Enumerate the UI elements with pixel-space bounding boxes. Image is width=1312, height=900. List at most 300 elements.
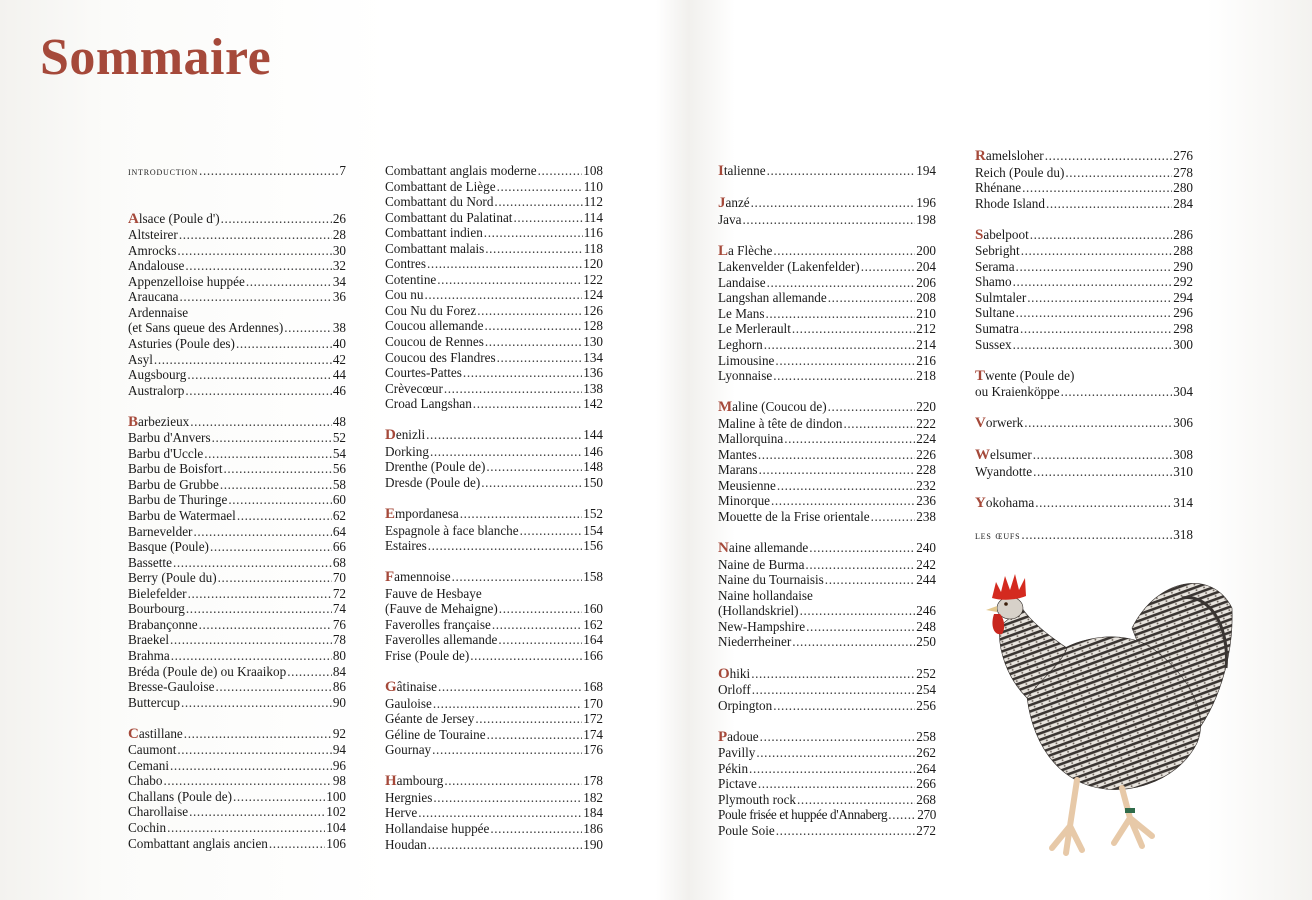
leader-dots <box>871 509 916 525</box>
toc-entry-basque-poule[interactable] <box>128 539 346 555</box>
toc-entry-title <box>975 337 1012 353</box>
toc-entry-title <box>385 210 512 226</box>
toc-entry-bresse-gauloise[interactable] <box>128 679 346 695</box>
toc-entry-ramelsloher[interactable] <box>975 148 1193 165</box>
toc-entry-coucou-de-rennes[interactable] <box>385 334 603 350</box>
toc-entry-maline-coucou-de[interactable] <box>718 399 936 416</box>
toc-entry-sussex[interactable] <box>975 337 1193 353</box>
toc-entry-geante-de-jersey[interactable] <box>385 711 603 727</box>
toc-entry-bourbourg[interactable] <box>128 601 346 617</box>
toc-entry-text: Barbu de Grubbe <box>128 476 219 492</box>
toc-entry-text: Courtes-Pattes <box>385 365 462 381</box>
toc-entry-title <box>385 163 537 179</box>
toc-entry-text: Frise (Poule de) <box>385 647 470 663</box>
toc-entry-vorwerk[interactable] <box>975 415 1193 432</box>
leader-dots <box>170 632 332 648</box>
toc-entry-title <box>385 303 476 319</box>
toc-entry-ou-kraienkoppe[interactable] <box>975 384 1193 400</box>
section-letter: W <box>975 447 990 464</box>
toc-entry-leghorn[interactable] <box>718 337 936 353</box>
toc-entry-text: Appenzelloise huppée <box>128 273 245 289</box>
toc-entry-breda-poule-de-ou-kraaikop[interactable] <box>128 664 346 680</box>
toc-entry-janze[interactable] <box>718 195 936 212</box>
section-letter: S <box>975 226 984 243</box>
page-number: 42 <box>332 351 346 367</box>
toc-entry-houdan[interactable] <box>385 837 603 853</box>
page-title: Sommaire <box>40 29 272 86</box>
section-letter: R <box>975 148 986 164</box>
toc-entry-coucou-allemande[interactable] <box>385 318 603 334</box>
toc-entry-shamo[interactable] <box>975 274 1193 290</box>
toc-entry-hollandaise-huppee[interactable] <box>385 821 603 837</box>
page-number: 298 <box>1173 321 1193 337</box>
toc-entry-text: Caumont <box>128 742 177 758</box>
toc-entry-fauve-de-mehaigne[interactable] <box>385 601 603 617</box>
toc-entry-barnevelder[interactable] <box>128 524 346 540</box>
toc-entry-asyl[interactable] <box>128 352 346 368</box>
toc-entry-sulmtaler[interactable] <box>975 290 1193 306</box>
toc-entry-combattant-du-nord[interactable] <box>385 194 603 210</box>
toc-entry-orpington[interactable] <box>718 698 936 714</box>
toc-entry-title <box>385 805 417 821</box>
toc-entry-altsteirer[interactable] <box>128 227 346 243</box>
toc-entry-herve[interactable] <box>385 805 603 821</box>
page-number: 32 <box>332 258 346 274</box>
toc-entry-barbu-de-grubbe[interactable] <box>128 477 346 493</box>
toc-entry-caumont[interactable] <box>128 742 346 758</box>
toc-entry-text: Orloff <box>718 682 751 698</box>
toc-entry-andalouse[interactable] <box>128 258 346 274</box>
page-number: 110 <box>583 178 603 194</box>
spacer <box>975 211 1193 227</box>
leader-dots <box>218 570 332 586</box>
toc-entry-denizli[interactable] <box>385 427 603 444</box>
toc-entry-title <box>128 320 283 336</box>
toc-entry-title <box>385 821 489 837</box>
toc-entry-charollaise[interactable] <box>128 804 346 820</box>
toc-entry-barbu-de-watermael[interactable] <box>128 508 346 524</box>
leader-dots <box>170 758 332 774</box>
leader-dots <box>792 321 915 337</box>
toc-entry-crevec-ur[interactable] <box>385 381 603 397</box>
toc-entry-barbu-de-boisfort[interactable] <box>128 461 346 477</box>
page-number: 216 <box>916 352 936 368</box>
toc-entry-text: Pékin <box>718 760 749 776</box>
toc-entry-croad-langshan[interactable] <box>385 396 603 412</box>
toc-entry-cemani[interactable] <box>128 758 346 774</box>
toc-entry-combattant-anglais-ancien[interactable] <box>128 836 346 852</box>
toc-entry-langshan-allemande[interactable] <box>718 290 936 306</box>
toc-entry-pekin[interactable] <box>718 761 936 777</box>
toc-entry-berry-poule-du[interactable] <box>128 570 346 586</box>
toc-entry-title <box>718 353 774 369</box>
toc-entry-gatinaise[interactable] <box>385 679 603 696</box>
toc-entry-geline-de-touraine[interactable] <box>385 727 603 743</box>
toc-entry-la-fleche[interactable] <box>718 243 936 260</box>
leader-dots <box>776 823 915 839</box>
toc-entry-italienne[interactable] <box>718 163 936 180</box>
page-number: 178 <box>583 773 603 789</box>
page-number: 166 <box>583 647 603 663</box>
toc-entry-text: anzé <box>725 195 750 211</box>
toc-entry-text: Araucana <box>128 289 179 305</box>
toc-entry-text: âtinaise <box>396 679 437 695</box>
toc-entry-lyonnaise[interactable] <box>718 368 936 384</box>
toc-entry-poule-frisee-et-huppee-d-annaberg[interactable] <box>718 807 936 823</box>
toc-entry-text: Ardennaise <box>128 304 189 320</box>
toc-entry-text: talienne <box>723 163 766 178</box>
leader-dots <box>173 555 332 571</box>
toc-entry-combattant-de-liege[interactable] <box>385 179 603 195</box>
toc-entry-frise-poule-de[interactable] <box>385 648 603 664</box>
toc-entry-castillane[interactable] <box>128 726 346 743</box>
toc-entry-text: Berry (Poule du) <box>128 570 217 586</box>
toc-entry-title <box>975 196 1045 212</box>
toc-entry-combattant-anglais-moderne[interactable] <box>385 163 603 179</box>
page-number: 254 <box>916 682 936 698</box>
page-number: 58 <box>332 476 346 492</box>
toc-entry-barbu-de-thuringe[interactable] <box>128 492 346 508</box>
toc-entry-estaires[interactable] <box>385 538 603 554</box>
toc-entry-wyandotte[interactable] <box>975 464 1193 480</box>
toc-entry-text: Bourbourg <box>128 601 185 617</box>
toc-entry-serama[interactable] <box>975 259 1193 275</box>
toc-entry-text: les œufs <box>975 528 1021 543</box>
leader-dots <box>861 259 916 275</box>
leader-dots <box>1020 321 1172 337</box>
page-number: 118 <box>583 240 603 256</box>
spacer <box>128 398 346 414</box>
toc-entry-text: Asturies (Poule des) <box>128 336 235 352</box>
toc-entry-text: Combattant anglais ancien <box>128 835 268 851</box>
toc-entry-text: Java <box>718 211 742 227</box>
toc-entry-yokohama[interactable] <box>975 495 1193 512</box>
toc-entry-combattant-indien[interactable] <box>385 225 603 241</box>
toc-entry-orloff[interactable] <box>718 682 936 698</box>
leader-dots <box>497 179 583 195</box>
toc-entry-line <box>385 586 603 602</box>
toc-entry-brabanconne[interactable] <box>128 617 346 633</box>
toc-entry-title <box>385 241 484 257</box>
toc-entry-title <box>128 383 184 399</box>
page-number: 198 <box>916 211 936 227</box>
toc-entry-drenthe-poule-de[interactable] <box>385 459 603 475</box>
spacer <box>385 554 603 570</box>
toc-entry-title <box>718 368 772 384</box>
toc-entry-chabo[interactable] <box>128 773 346 789</box>
page-number: 152 <box>583 506 603 522</box>
toc-entry-title <box>385 679 437 696</box>
leader-dots <box>154 352 332 368</box>
leader-dots <box>426 427 582 443</box>
toc-entry-text: Cotentine <box>385 271 437 287</box>
leader-dots <box>1035 495 1172 511</box>
toc-entry-title <box>128 789 232 805</box>
toc-entry-padoue[interactable] <box>718 729 936 746</box>
page-number: 108 <box>583 163 603 178</box>
toc-entry-augsbourg[interactable] <box>128 367 346 383</box>
toc-entry-title <box>718 729 759 746</box>
toc-entry-sebright[interactable] <box>975 243 1193 259</box>
toc-entry-new-hampshire[interactable] <box>718 619 936 635</box>
toc-entry-title <box>975 384 1060 400</box>
toc-entry-text: arbezieux <box>138 413 190 429</box>
toc-entry-rhenane[interactable] <box>975 180 1193 196</box>
toc-entry-ohiki[interactable] <box>718 666 936 683</box>
toc-entry-australorp[interactable] <box>128 383 346 399</box>
toc-entry-sultane[interactable] <box>975 305 1193 321</box>
page-number: 212 <box>916 321 936 337</box>
toc-entry-braekel[interactable] <box>128 632 346 648</box>
toc-entry-text: Hollandaise huppée <box>385 820 490 836</box>
toc-entry-cotentine[interactable] <box>385 272 603 288</box>
toc-entry-faverolles-francaise[interactable] <box>385 617 603 633</box>
toc-entry-maline-a-tete-de-dindon[interactable] <box>718 416 936 432</box>
toc-entry-text: Orpington <box>718 697 773 713</box>
page-number: 122 <box>583 271 603 287</box>
toc-entry-pavilly[interactable] <box>718 745 936 761</box>
leader-dots <box>433 696 582 712</box>
toc-entry-minorque[interactable] <box>718 493 936 509</box>
toc-entry-le-merlerault[interactable] <box>718 321 936 337</box>
toc-entry-barbu-d-anvers[interactable] <box>128 430 346 446</box>
toc-entry-text: abelpoot <box>983 226 1029 242</box>
toc-entry-le-mans[interactable] <box>718 306 936 322</box>
leader-dots <box>749 761 915 777</box>
page-number: 196 <box>916 195 936 211</box>
section-letter: B <box>128 413 139 430</box>
page-number: 310 <box>1173 463 1193 479</box>
section-letter: O <box>718 665 730 682</box>
page-number: 194 <box>916 163 936 178</box>
toc-entry-naine-du-tournaisis[interactable] <box>718 572 936 588</box>
toc-entry-text: Meusienne <box>718 477 776 493</box>
page-number: 96 <box>332 757 346 773</box>
leader-dots <box>437 272 582 288</box>
toc-entry-hergnies[interactable] <box>385 790 603 806</box>
toc-entry-title <box>718 163 766 180</box>
toc-entry-faverolles-allemande[interactable] <box>385 632 603 648</box>
toc-entry-title <box>718 243 772 260</box>
spacer <box>718 180 936 196</box>
toc-entry-text: Cou nu <box>385 287 424 303</box>
toc-entry-sumatra[interactable] <box>975 321 1193 337</box>
leader-dots <box>418 805 582 821</box>
toc-entry-line <box>718 588 936 604</box>
page-number: 300 <box>1173 336 1193 352</box>
toc-entry-barbezieux[interactable] <box>128 414 346 431</box>
toc-entry-poule-soie[interactable] <box>718 823 936 839</box>
leader-dots <box>460 506 582 522</box>
toc-entry-combattant-du-palatinat[interactable] <box>385 210 603 226</box>
toc-entry-title <box>385 225 483 241</box>
toc-entry-coucou-des-flandres[interactable] <box>385 350 603 366</box>
leader-dots <box>212 430 332 446</box>
toc-entry-buttercup[interactable] <box>128 695 346 711</box>
toc-entry-hollandskriel[interactable] <box>718 603 936 619</box>
toc-entry-text: Coucou de Rennes <box>385 334 484 350</box>
toc-entry-text: a Flèche <box>728 242 773 258</box>
page-number: 150 <box>583 474 603 490</box>
leader-dots <box>485 334 582 350</box>
leader-dots <box>171 648 332 664</box>
toc-entry-text: Limousine <box>718 352 775 368</box>
leader-dots <box>481 475 582 491</box>
toc-entry-title <box>385 365 462 381</box>
toc-entry-cou-nu[interactable] <box>385 287 603 303</box>
toc-entry-text: Wyandotte <box>975 463 1033 479</box>
toc-entry-title <box>128 492 227 508</box>
toc-entry-text: Coucou allemande <box>385 318 484 334</box>
leader-dots <box>494 194 582 210</box>
leader-dots <box>759 462 916 478</box>
leader-dots <box>163 773 331 789</box>
toc-entry-title <box>975 321 1019 337</box>
toc-entry-bielefelder[interactable] <box>128 586 346 602</box>
toc-entry-title <box>718 776 757 792</box>
leader-dots <box>233 789 325 805</box>
toc-entry-title <box>385 538 427 554</box>
toc-entry-title <box>718 792 796 808</box>
page-number: 74 <box>332 601 346 617</box>
toc-entry-naine-de-burma[interactable] <box>718 557 936 573</box>
toc-entry-title <box>718 823 775 839</box>
leader-dots <box>806 619 915 635</box>
toc-entry-introduction[interactable] <box>128 163 346 180</box>
leader-dots <box>204 446 332 462</box>
toc-entry-meusienne[interactable] <box>718 478 936 494</box>
toc-entry-text: Drenthe (Poule de) <box>385 459 486 475</box>
toc-entry-challans-poule-de[interactable] <box>128 789 346 805</box>
toc-entry-text: Coucou des Flandres <box>385 349 496 365</box>
toc-entry-title <box>718 431 783 447</box>
page-number: 176 <box>583 742 603 758</box>
leader-dots <box>193 524 331 540</box>
toc-entry-title <box>385 194 493 210</box>
page-number: 154 <box>583 522 603 538</box>
page-number: 246 <box>916 603 936 619</box>
leader-dots <box>771 493 915 509</box>
leader-dots <box>485 241 582 257</box>
toc-entry-combattant-malais[interactable] <box>385 241 603 257</box>
toc-entry-text: Barnevelder <box>128 523 193 539</box>
toc-entry-hambourg[interactable] <box>385 773 603 790</box>
toc-entry-text: New-Hampshire <box>718 618 806 634</box>
leader-dots <box>246 274 332 290</box>
toc-entry-cochin[interactable] <box>128 820 346 836</box>
page-number: 220 <box>916 399 936 415</box>
toc-entry-brahma[interactable] <box>128 648 346 664</box>
toc-entry-title <box>385 475 480 491</box>
section-letter: D <box>385 427 396 444</box>
toc-entry-sabelpoot[interactable] <box>975 227 1193 244</box>
section-letter: A <box>128 210 139 227</box>
page-number: 288 <box>1173 243 1193 259</box>
toc-entry-title <box>975 447 1032 464</box>
toc-entry-text: Andalouse <box>128 258 185 274</box>
toc-entry-famennoise[interactable] <box>385 569 603 586</box>
toc-entry-contres[interactable] <box>385 256 603 272</box>
toc-entry-empordanesa[interactable] <box>385 506 603 523</box>
toc-entry-text: orwerk <box>985 415 1024 431</box>
leader-dots <box>1016 259 1173 275</box>
toc-entry-araucana[interactable] <box>128 289 346 305</box>
toc-entry-title <box>128 601 185 617</box>
leader-dots <box>1021 243 1173 259</box>
toc-entry-barbu-d-uccle[interactable] <box>128 446 346 462</box>
leader-dots <box>1024 415 1172 431</box>
toc-entry-mallorquina[interactable] <box>718 431 936 447</box>
toc-entry-text: Challans (Poule de) <box>128 788 233 804</box>
spacer <box>385 412 603 428</box>
leader-dots <box>758 776 915 792</box>
toc-entry-limousine[interactable] <box>718 353 936 369</box>
toc-entry-text: Combattant du Nord <box>385 194 494 210</box>
toc-entry-title <box>385 444 429 460</box>
toc-entry-title <box>128 352 153 368</box>
page-number: 102 <box>326 804 346 820</box>
toc-entry-marans[interactable] <box>718 462 936 478</box>
toc-entry-reich-poule-du[interactable] <box>975 165 1193 181</box>
toc-entry-amrocks[interactable] <box>128 243 346 259</box>
toc-entry-text: Naine hollandaise <box>718 587 813 603</box>
toc-entry-courtes-pattes[interactable] <box>385 365 603 381</box>
toc-entry-lakenvelder-lakenfelder[interactable] <box>718 259 936 275</box>
leader-dots <box>742 212 915 228</box>
toc-entry-niederrheiner[interactable] <box>718 634 936 650</box>
toc-entry-dresde-poule-de[interactable] <box>385 475 603 491</box>
toc-entry-title <box>128 274 245 290</box>
toc-entry-naine-allemande[interactable] <box>718 540 936 557</box>
toc-entry-pictave[interactable] <box>718 776 936 792</box>
section-letter: C <box>128 725 139 742</box>
toc-entry-text: Pictave <box>718 776 757 792</box>
toc-entry-plymouth-rock[interactable] <box>718 792 936 808</box>
toc-entry-java[interactable] <box>718 212 936 228</box>
leader-dots <box>752 682 916 698</box>
leader-dots <box>809 540 915 556</box>
leader-dots <box>538 163 583 179</box>
toc-entry-mouette-de-la-frise-orientale[interactable] <box>718 509 936 525</box>
toc-entry-mantes[interactable] <box>718 447 936 463</box>
toc-entry-title <box>128 555 172 571</box>
toc-entry-asturies-poule-des[interactable] <box>128 336 346 352</box>
toc-entry-alsace-poule-d[interactable] <box>128 211 346 228</box>
toc-entry-espagnole-a-face-blanche[interactable] <box>385 523 603 539</box>
toc-entry-et-sans-queue-des-ardennes[interactable] <box>128 320 346 336</box>
toc-entry-title <box>385 256 426 272</box>
page-number: 226 <box>916 446 936 462</box>
toc-entry-dorking[interactable] <box>385 444 603 460</box>
toc-entry-gournay[interactable] <box>385 742 603 758</box>
toc-entry-bassette[interactable] <box>128 555 346 571</box>
toc-entry-title <box>128 836 268 852</box>
toc-entry-appenzelloise-huppee[interactable] <box>128 274 346 290</box>
toc-entry-cou-nu-du-forez[interactable] <box>385 303 603 319</box>
leader-dots <box>185 383 331 399</box>
toc-entry-text: Barbu d'Uccle <box>128 445 204 461</box>
toc-entry-rhode-island[interactable] <box>975 196 1193 212</box>
leader-dots <box>210 539 332 555</box>
toc-entry-welsumer[interactable] <box>975 447 1193 464</box>
toc-entry-title <box>128 367 186 383</box>
toc-entry-landaise[interactable] <box>718 275 936 291</box>
page-number: 156 <box>583 538 603 554</box>
toc-entry-title <box>385 459 485 475</box>
toc-entry-gauloise[interactable] <box>385 696 603 712</box>
toc-entry-les-ufs[interactable] <box>975 527 1193 544</box>
page-number: 242 <box>916 556 936 572</box>
